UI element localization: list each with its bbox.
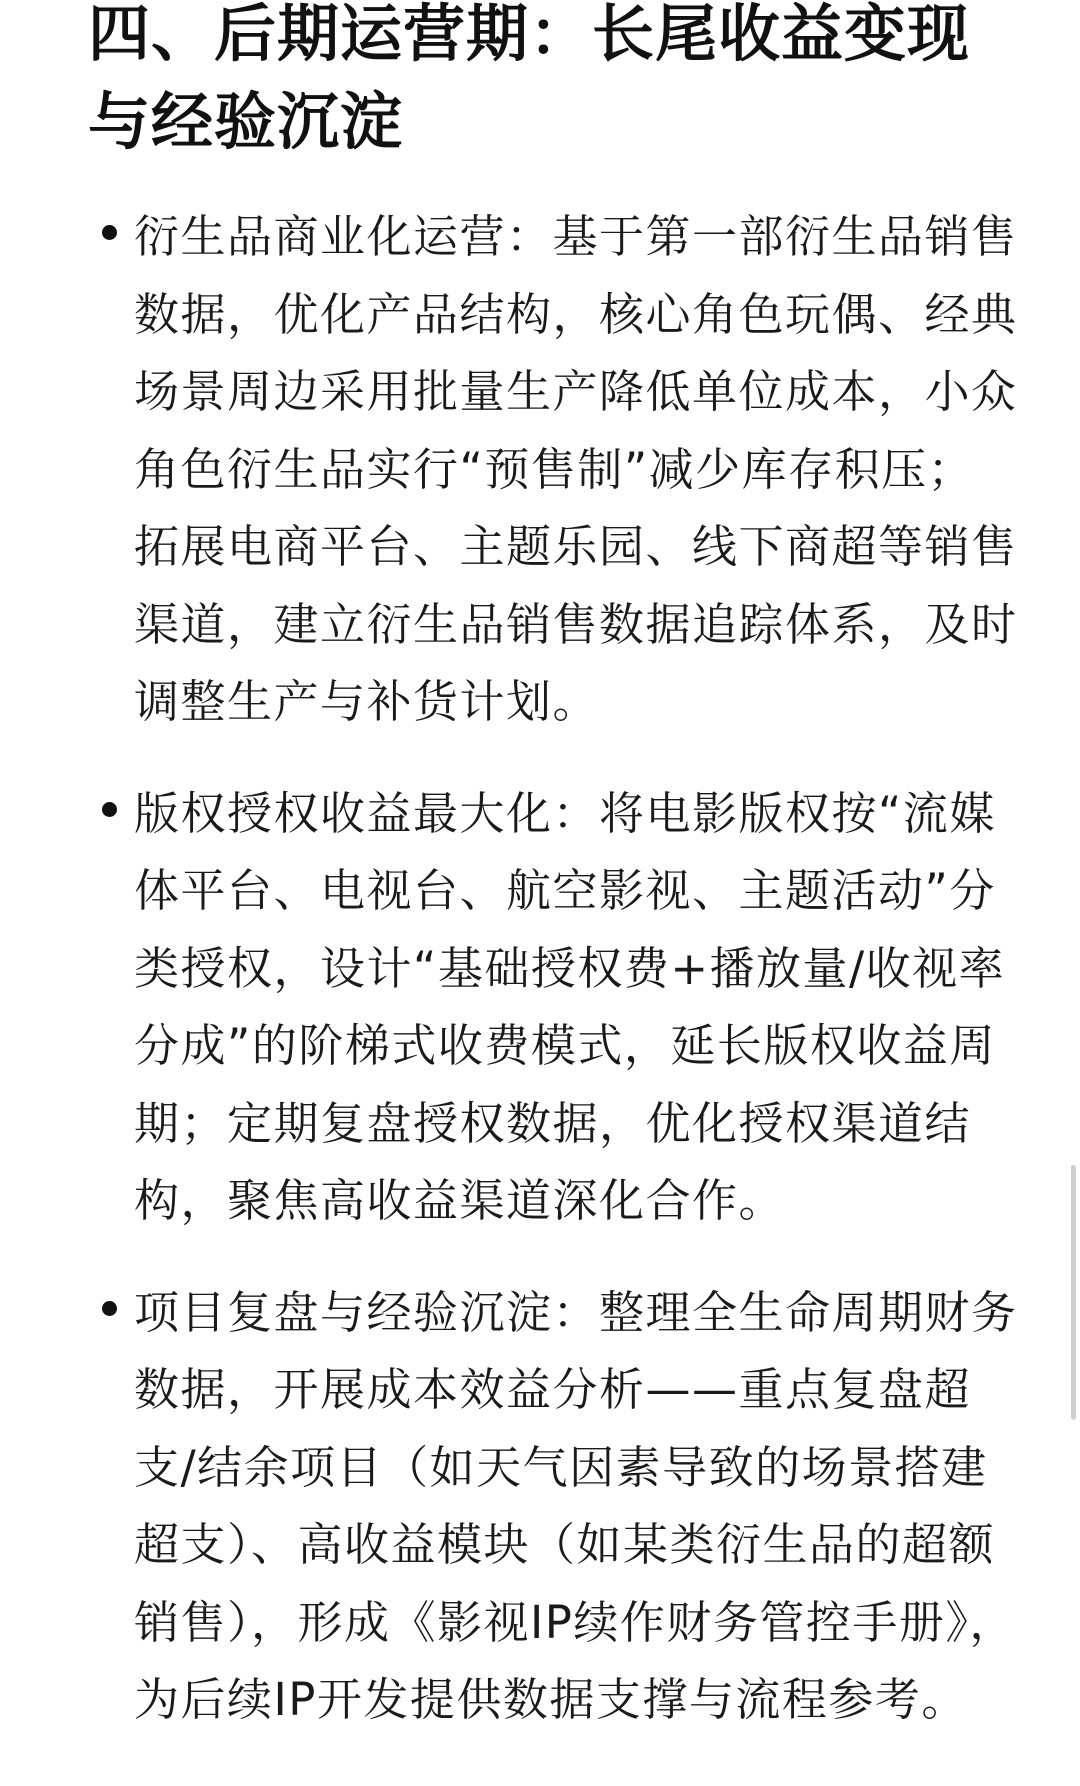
list-item (88, 1274, 1018, 1739)
vertical-scrollbar[interactable] (1071, 1165, 1076, 1420)
bullet-dot-icon (102, 1301, 117, 1316)
bullet-dot-icon (102, 225, 117, 240)
section-heading: 四、后期运营期：长尾收益变现与经验沉淀 (88, 0, 971, 158)
list-item-text: 版权授权收益最大化：将电影版权按“流媒体平台、电视台、航空影视、主题活动”分类授权，设计“基础授权费+播放量/收视率分成”的阶梯式收费模式，延长版权收益周期；定期复盘授权数据，优化授权渠道结构，聚焦高收益渠道深化合作。 (134, 786, 1006, 1227)
bullet-dot-icon (102, 802, 117, 817)
list-item-text: 项目复盘与经验沉淀：整理全生命周期财务数据，开展成本效益分析——重点复盘超支/结余项目（如天气因素导致的场景搭建超支）、高收益模块（如某类衍生品的超额销售），形成《影视IP续作财务管控手册》，为后续IP开发提供数据支撑与流程参考。 (134, 1285, 1018, 1726)
list-item-text: 衍生品商业化运营：基于第一部衍生品销售数据，优化产品结构，核心角色玩偶、经典场景周边采用批量生产降低单位成本，小众角色衍生品实行“预售制”减少库存积压；拓展电商平台、主题乐园、线下商超等销售渠道，建立衍生品销售数据追踪体系，及时调整生产与补货计划。 (134, 210, 1018, 728)
document-content (88, 0, 1018, 1726)
list-item (88, 198, 1018, 741)
list-item (88, 775, 1018, 1240)
bullet-list (88, 198, 1018, 1773)
